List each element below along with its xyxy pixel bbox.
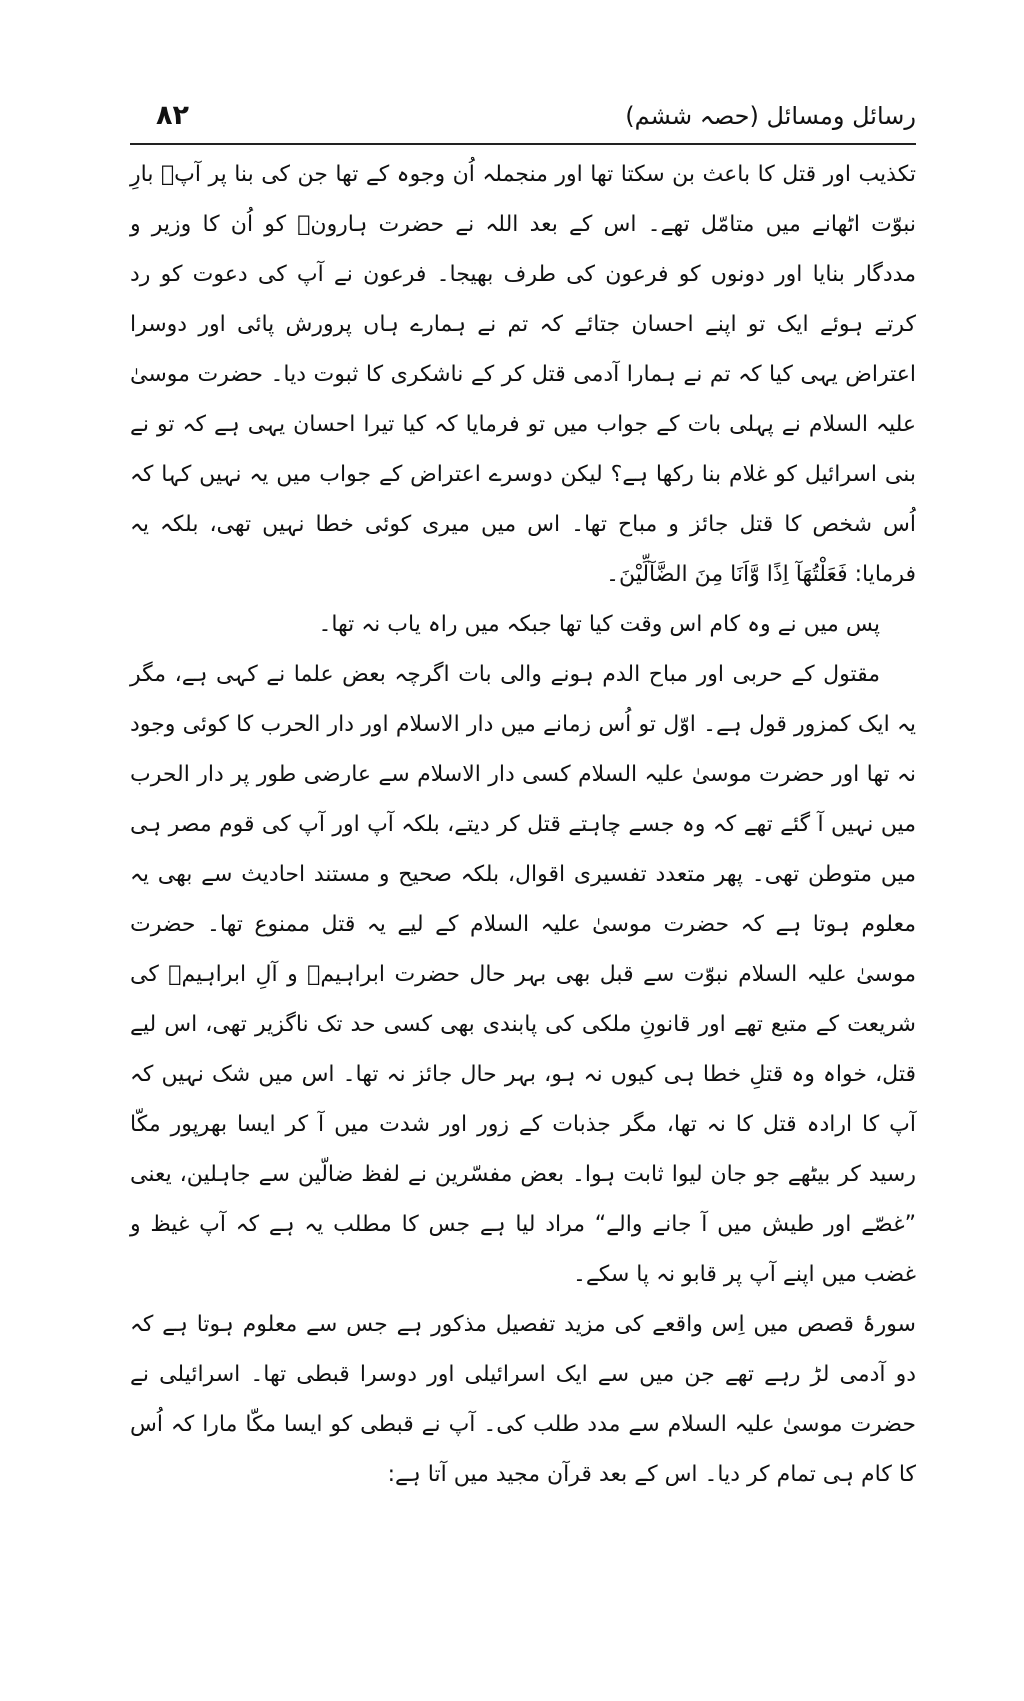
page-number: ۸۲ [156, 100, 189, 131]
page-header [130, 96, 916, 136]
running-title: رسائل ومسائل (حصہ ششم) [625, 102, 916, 130]
paragraph: سورۂ قصص میں اِس واقعے کی مزید تفصیل مذکور ہے جس سے معلوم ہوتا ہے کہ دو آدمی لڑ رہے تھے جن میں سے ایک اسرائیلی اور دوسرا قبطی تھا۔ اسرائیلی نے حضرت موسیٰ علیہ السلام سے مدد طلب کی۔ آپ نے قبطی کو ایسا مکّا مارا کہ اُس کا کام ہی تمام کر دیا۔ اس کے بعد قرآن مجید میں آتا ہے: [130, 1312, 916, 1487]
header-rule [130, 143, 916, 145]
paragraph: مقتول کے حربی اور مباح الدم ہونے والی بات اگرچہ بعض علما نے کہی ہے، مگر یہ ایک کمزور قول ہے۔ اوّل تو اُس زمانے میں دار الاسلام اور دار الحرب کا کوئی وجود نہ تھا اور حضرت موسیٰ علیہ السلام کسی دار الاسلام سے عارضی طور پر دار الحرب میں نہیں آ گئے تھے کہ وہ جسے چاہتے قتل کر دیتے، بلکہ آپ اور آپ کی قوم مصر ہی میں متوطن تھی۔ پھر متعدد تفسیری اقوال، بلکہ صحیح و مستند احادیث سے بھی یہ معلوم ہوتا ہے کہ حضرت موسیٰ علیہ السلام کے لیے یہ قتل ممنوع تھا۔ حضرت موسیٰ علیہ السلام نبوّت سے قبل بھی بہر حال حضرت ابراہیمؑ و آلِ ابراہیمؑ کی شریعت کے متبع تھے اور قانونِ ملکی کی پابندی بھی کسی حد تک ناگزیر تھی، اس لیے قتل، خواہ وہ قتلِ خطا ہی کیوں نہ ہو، بہر حال جائز نہ تھا۔ اس میں شک نہیں کہ آپ کا ارادہ قتل کا نہ تھا، مگر جذبات کے زور اور شدت میں آ کر ایسا بھرپور مکّا رسید کر بیٹھے جو جان لیوا ثابت ہوا۔ بعض مفسّرین نے لفظ ضالّین سے جاہلین، یعنی ”غصّے اور طیش میں آ جانے والے“ مراد لیا ہے جس کا مطلب یہ ہے کہ آپ غیظ و غضب میں اپنے آپ پر قابو نہ پا سکے۔ [130, 662, 916, 1287]
paragraph: تکذیب اور قتل کا باعث بن سکتا تھا اور منجملہ اُن وجوہ کے تھا جن کی بنا پر آپؑ بارِ نبوّت اٹھانے میں متامّل تھے۔ اس کے بعد اللہ نے حضرت ہارونؑ کو اُن کا وزیر و مددگار بنایا اور دونوں کو فرعون کی طرف بھیجا۔ فرعون نے آپ کی دعوت کو رد کرتے ہوئے ایک تو اپنے احسان جتائے کہ تم نے ہمارے ہاں پرورش پائی اور دوسرا اعتراض یہی کیا کہ تم نے ہمارا آدمی قتل کر کے ناشکری کا ثبوت دیا۔ حضرت موسیٰ علیہ السلام نے پہلی بات کے جواب میں تو فرمایا کہ کیا تیرا احسان یہی ہے کہ تو نے بنی اسرائیل کو غلام بنا رکھا ہے؟ لیکن دوسرے اعتراض کے جواب میں یہ نہیں کہا کہ اُس شخص کا قتل جائز و مباح تھا۔ اس میں میری کوئی خطا نہیں تھی، بلکہ یہ فرمایا: فَعَلْتُهَآ اِذًا وَّاَنَا مِنَ الضَّآلِّيْنَ۔ [130, 162, 916, 587]
body-text [130, 150, 916, 1500]
paragraph: پس میں نے وہ کام اس وقت کیا تھا جبکہ میں راہ یاب نہ تھا۔ [318, 612, 880, 637]
